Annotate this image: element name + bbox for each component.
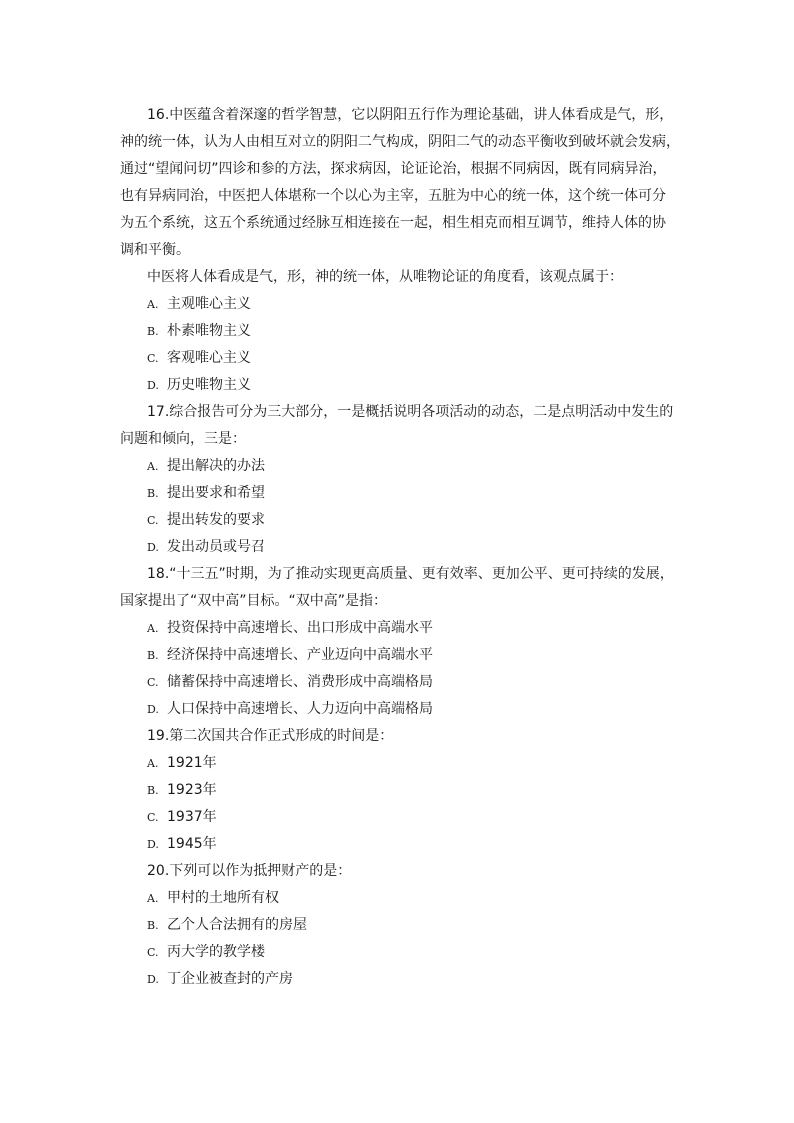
option-letter: D. xyxy=(147,703,159,716)
option-text: 丁企业被查封的产房 xyxy=(167,971,293,987)
question-20-line-1: 20.下列可以作为抵押财产的是： xyxy=(147,863,352,879)
option-text: 发出动员或号召 xyxy=(167,539,265,555)
option-letter: C. xyxy=(147,676,159,689)
option-letter: D. xyxy=(147,541,159,554)
question-16-line-1: 16.中医蕴含着深邃的哲学智慧，它以阴阳五行作为理论基础，讲人体看成是气，形， xyxy=(147,107,674,123)
option-text: 丙大学的教学楼 xyxy=(167,944,265,960)
option-letter: A. xyxy=(147,757,159,770)
option-text: 提出解决的办法 xyxy=(167,458,265,474)
option-a xyxy=(120,750,680,777)
question-17-line-1: 17.综合报告可分为三大部分，一是概括说明各项活动的动态，二是点明活动中发生的 xyxy=(147,404,674,420)
option-letter: C. xyxy=(147,811,159,824)
option-text: 1945年 xyxy=(167,836,217,852)
question-17 xyxy=(120,399,680,561)
option-a xyxy=(120,291,680,318)
option-d xyxy=(120,534,680,561)
option-a xyxy=(120,885,680,912)
question-19-line-1: 19.第二次国共合作正式形成的时间是： xyxy=(147,728,394,744)
option-text: 1937年 xyxy=(167,809,217,825)
option-b xyxy=(120,777,680,804)
option-letter: D. xyxy=(147,838,159,851)
option-letter: B. xyxy=(147,919,159,932)
option-d xyxy=(120,966,680,993)
option-b xyxy=(120,318,680,345)
option-c xyxy=(120,345,680,372)
option-d xyxy=(120,696,680,723)
option-text: 甲村的土地所有权 xyxy=(167,890,279,906)
option-text: 乙个人合法拥有的房屋 xyxy=(167,917,307,933)
option-text: 提出要求和希望 xyxy=(167,485,265,501)
question-19 xyxy=(120,723,680,858)
option-b xyxy=(120,642,680,669)
question-16-line-4: 也有异病同治，中医把人体堪称一个以心为主宰，五脏为中心的统一体，这个统一体可分 xyxy=(120,188,666,204)
option-text: 客观唯心主义 xyxy=(167,350,251,366)
option-letter: A. xyxy=(147,622,159,635)
option-b xyxy=(120,480,680,507)
option-letter: A. xyxy=(147,460,159,473)
question-16-line-2: 神的统一体，认为人由相互对立的阴阳二气构成，阴阳二气的动态平衡收到破坏就会发病， xyxy=(120,134,680,150)
option-text: 经济保持中高速增长、产业迈向中高端水平 xyxy=(167,647,433,663)
option-text: 人口保持中高速增长、人力迈向中高端格局 xyxy=(167,701,433,717)
question-16 xyxy=(120,102,680,399)
option-letter: C. xyxy=(147,514,159,527)
question-list xyxy=(120,102,680,993)
question-17-line-2: 问题和倾向，三是： xyxy=(120,431,246,447)
option-c xyxy=(120,507,680,534)
option-letter: B. xyxy=(147,487,159,500)
option-c xyxy=(120,939,680,966)
option-text: 1921年 xyxy=(167,755,217,771)
option-a xyxy=(120,615,680,642)
question-16-line-5: 为五个系统，这五个系统通过经脉互相连接在一起，相生相克而相互调节，维持人体的协 xyxy=(120,215,666,231)
option-text: 1923年 xyxy=(167,782,217,798)
option-text: 主观唯心主义 xyxy=(167,296,251,312)
option-letter: B. xyxy=(147,649,159,662)
option-c xyxy=(120,669,680,696)
question-18-line-2: 国家提出了“双中高”目标。“双中高”是指： xyxy=(120,593,388,609)
option-text: 投资保持中高速增长、出口形成中高端水平 xyxy=(167,620,433,636)
option-letter: A. xyxy=(147,298,159,311)
option-letter: A. xyxy=(147,892,159,905)
option-text: 提出转发的要求 xyxy=(167,512,265,528)
question-16-line-6: 调和平衡。 xyxy=(120,242,190,258)
question-16-prompt: 中医将人体看成是气，形，神的统一体，从唯物论证的角度看，该观点属于： xyxy=(147,269,623,285)
option-d xyxy=(120,831,680,858)
question-20 xyxy=(120,858,680,993)
option-letter: D. xyxy=(147,379,159,392)
option-d xyxy=(120,372,680,399)
option-c xyxy=(120,804,680,831)
option-letter: B. xyxy=(147,325,159,338)
option-text: 历史唯物主义 xyxy=(167,377,251,393)
option-text: 储蓄保持中高速增长、消费形成中高端格局 xyxy=(167,674,433,690)
question-18-line-1: 18.“十三五”时期，为了推动实现更高质量、更有效率、更加公平、更可持续的发展， xyxy=(147,566,674,582)
option-letter: C. xyxy=(147,352,159,365)
option-text: 朴素唯物主义 xyxy=(167,323,251,339)
option-letter: C. xyxy=(147,946,159,959)
option-letter: D. xyxy=(147,973,159,986)
option-letter: B. xyxy=(147,784,159,797)
option-a xyxy=(120,453,680,480)
option-b xyxy=(120,912,680,939)
question-16-line-3: 通过“望闻问切”四诊和参的方法，探求病因，论证论治，根据不同病因，既有同病异治， xyxy=(120,161,667,177)
question-18 xyxy=(120,561,680,723)
